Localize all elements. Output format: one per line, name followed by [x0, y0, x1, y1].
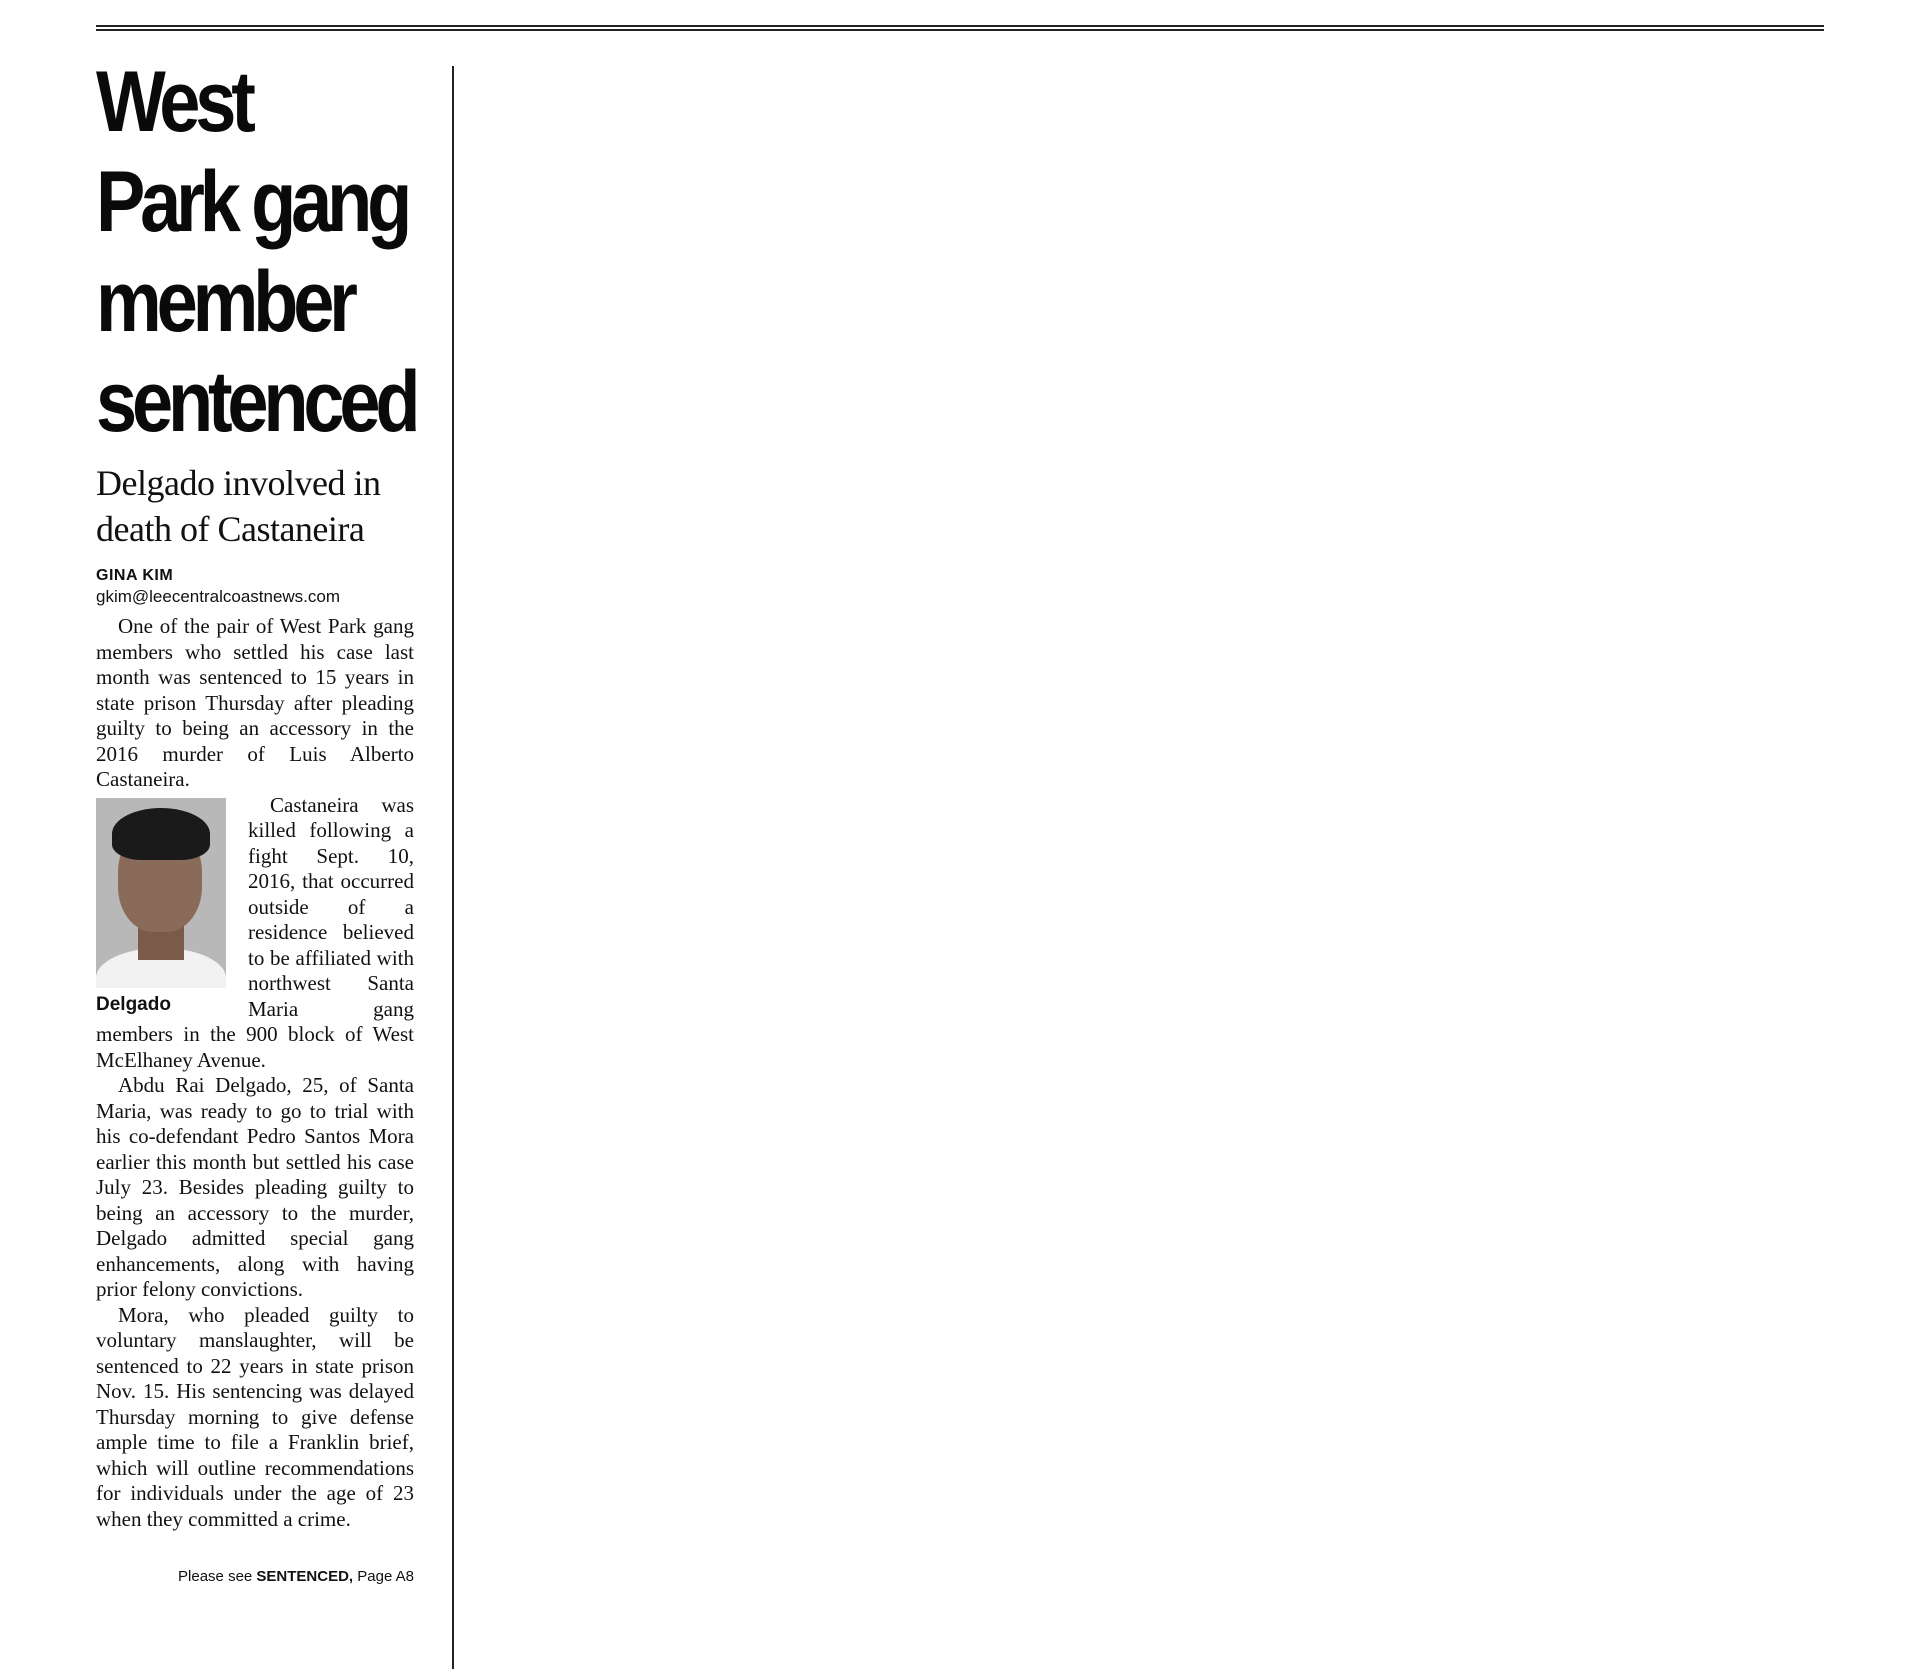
headline-line: sentenced: [96, 354, 416, 450]
continuation-link[interactable]: [96, 1568, 414, 1585]
headline: [96, 52, 416, 452]
paragraph: Abdu Rai Delgado, 25, of Santa Maria, was ready to go to trial with his co-defendant Pedro Santos Mora earlier this month but settled his case July 23. Besides pleading guilty to being an accessory to the murder, Delgado admitted special gang enhancements, along with having prior felony convictions.: [96, 1073, 414, 1301]
jump-keyword: SENTENCED,: [256, 1568, 354, 1585]
paragraph: Castaneira was killed following a fight Sept. 10, 2016, that occurred outside of a residence believed to be affiliated with northwest Santa Maria gang members in the 900 block of West McElhaney Avenue.: [96, 792, 414, 1072]
subheadline: Delgado involved in death of Castaneira: [96, 463, 381, 549]
headline-line: West: [96, 54, 251, 150]
byline-email: gkim@leecentralcoastnews.com: [96, 587, 341, 606]
headline-line: member: [96, 254, 353, 350]
column-rule: [452, 66, 454, 1669]
article: [96, 52, 414, 1585]
jump-prefix: Please see: [178, 1568, 253, 1585]
paragraph: Mora, who pleaded guilty to voluntary manslaughter, will be sentenced to 22 years in state prison Nov. 15. His sentencing was delayed Thursday morning to give defense ample time to file a Franklin brief, which will outline recommendations for individuals under the age of 23 when they committed a crime.: [96, 1302, 414, 1531]
headline-line: Park gang: [96, 154, 408, 250]
byline-name: GINA KIM: [96, 567, 174, 584]
top-rule: [96, 25, 1824, 31]
article-body: [96, 614, 414, 1532]
paragraph: One of the pair of West Park gang members who settled his case last month was sentenced to 15 years in state prison Thursday after pleading guilty to being an accessory in the 2016 murder of Luis Alberto Castaneira.: [96, 614, 414, 791]
mugshot-photo: [96, 798, 226, 988]
mugshot: [96, 798, 230, 1016]
jump-page: Page A8: [357, 1568, 414, 1585]
photo-caption: Delgado: [96, 993, 171, 1015]
